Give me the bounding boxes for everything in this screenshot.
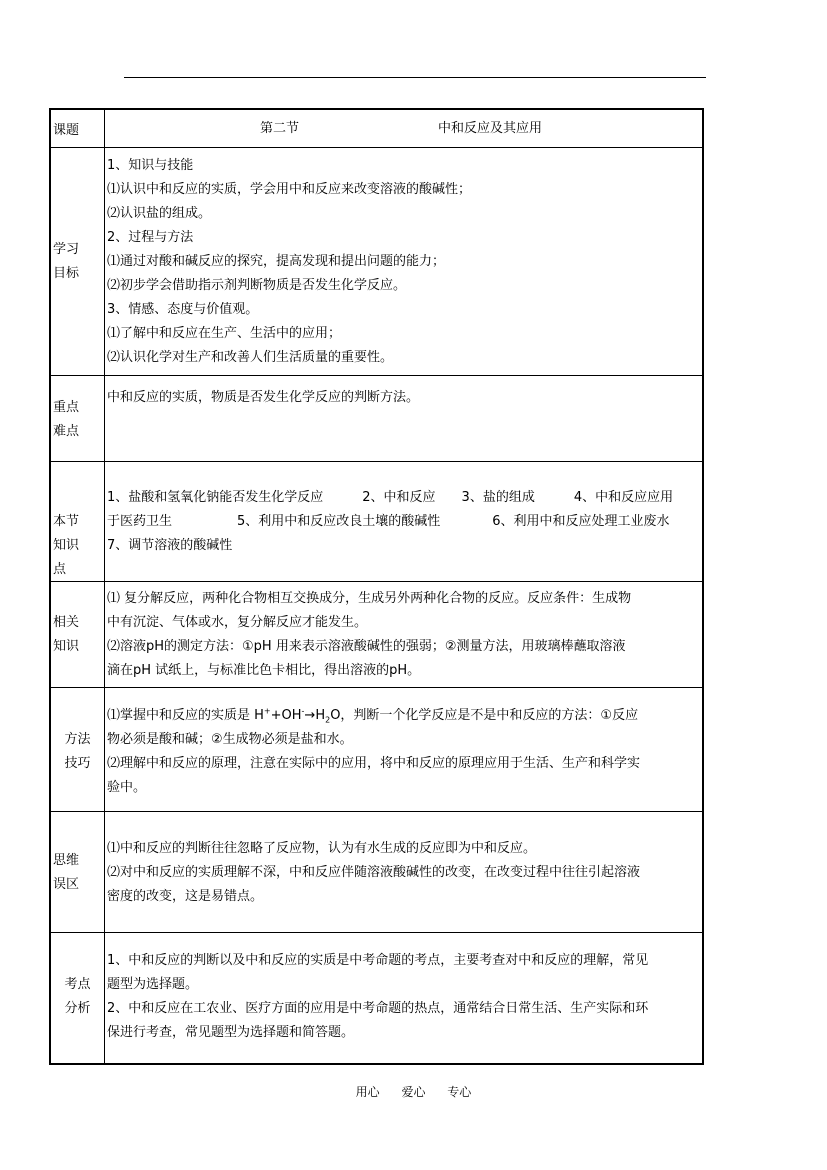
error-line: 密度的改变，这是易错点。 (107, 888, 264, 904)
label-cell-related (50, 581, 105, 687)
goal-line: ⑴认识中和反应的实质，学会用中和反应来改变溶液的酸碱性； (107, 181, 472, 197)
row-label: 本节 (53, 513, 80, 529)
goal-line: ⑵认识化学对生产和改善人们生活质量的重要性。 (107, 349, 394, 365)
content-cell-methods (105, 687, 704, 811)
content-cell-title (105, 109, 704, 147)
knowledge-line: 于医药卫生 5、利用中和反应改良土壤的酸碱性 6、利用中和反应处理工业废水 (107, 513, 670, 529)
analysis-line: 1、中和反应的判断以及中和反应的实质是中考命题的考点，主要考查对中和反应的理解，常见 (107, 952, 649, 968)
row-label: 目标 (53, 265, 80, 281)
goal-line: ⑵初步学会借助指示剂判断物质是否发生化学反应。 (107, 277, 407, 293)
row-label: 思维 (53, 852, 80, 868)
goal-line: 2、过程与方法 (107, 229, 194, 245)
related-line: ⑴ 复分解反应，两种化合物相互交换成分，生成另外两种化合物的反应。反应条件：生成物 (107, 590, 632, 606)
superscript-plus: + (263, 706, 271, 716)
header-rule (124, 77, 706, 78)
goal-line: ⑴了解中和反应在生产、生活中的应用； (107, 325, 342, 341)
goal-line: ⑵认识盐的组成。 (107, 205, 212, 221)
analysis-line: 题型为选择题。 (107, 976, 199, 992)
row-label: 考点 (64, 976, 91, 992)
label-cell-title (50, 109, 105, 147)
goal-line: 1、知识与技能 (107, 157, 194, 173)
row-label: 分析 (64, 1000, 91, 1016)
method-line: ⑵理解中和反应的原理，注意在实际中的应用，将中和反应的原理应用于生活、生产和科学实 (107, 755, 641, 771)
row-goals (50, 147, 703, 375)
analysis-line: 保进行考查，常见题型为选择题和简答题。 (107, 1024, 355, 1040)
row-label: 重点 (53, 399, 80, 415)
row-knowledge (50, 461, 703, 581)
label-cell-goals (50, 147, 105, 375)
row-analysis (50, 932, 703, 1064)
label-cell-analysis (50, 932, 105, 1064)
knowledge-line: 1、盐酸和氢氧化钠能否发生化学反应 2、中和反应 3、盐的组成 4、中和反应应用 (107, 489, 674, 505)
content-cell-goals (105, 147, 704, 375)
formula-text: ⑴掌握中和反应的实质是 H (107, 707, 264, 723)
goal-line: 3、情感、态度与价值观。 (107, 301, 259, 317)
formula-text: +OH (270, 707, 302, 723)
method-line-formula (107, 704, 638, 728)
label-cell-knowledge (50, 461, 105, 581)
superscript-minus: - (301, 706, 305, 716)
goal-line: ⑴通过对酸和碱反应的探究，提高发现和提出问题的能力； (107, 253, 446, 269)
subscript-two: 2 (325, 715, 331, 725)
content-cell-errors (105, 811, 704, 932)
error-line: ⑵对中和反应的实质理解不深，中和反应伴随溶液酸碱性的改变，在改变过程中往往引起溶液 (107, 864, 641, 880)
analysis-line: 2、中和反应在工农业、医疗方面的应用是中考命题的热点，通常结合日常生活、生产实际和环 (107, 1000, 649, 1016)
section-number: 第二节 (260, 121, 300, 136)
method-line: 验中。 (107, 779, 147, 795)
row-errors (50, 811, 703, 932)
keypoint-line: 中和反应的实质，物质是否发生化学反应的判断方法。 (107, 389, 420, 405)
content-cell-analysis (105, 932, 704, 1064)
error-line: ⑴中和反应的判断往往忽略了反应物，认为有水生成的反应即为中和反应。 (107, 840, 537, 856)
row-label: 知识 (53, 638, 80, 654)
row-label: 相关 (53, 614, 80, 630)
related-line: 中有沉淀、气体或水，复分解反应才能发生。 (107, 614, 368, 630)
content-cell-knowledge (105, 461, 704, 581)
row-label: 学习 (53, 241, 80, 257)
method-line: 物必须是酸和碱；②生成物必须是盐和水。 (107, 731, 353, 747)
label-cell-methods (50, 687, 105, 811)
related-line: ⑵溶液pH的测定方法：①pH 用来表示溶液酸碱性的强弱；②测量方法，用玻璃棒蘸取溶液 (107, 638, 626, 654)
content-cell-related (105, 581, 704, 687)
formula-text: O，判断一个化学反应是不是中和反应的方法：①反应 (330, 707, 639, 723)
content-cell-keypoints (105, 375, 704, 461)
row-label: 课题 (53, 123, 80, 138)
label-cell-keypoints (50, 375, 105, 461)
row-title (50, 109, 703, 147)
related-line: 滴在pH 试纸上，与标准比色卡相比，得出溶液的pH。 (107, 662, 421, 678)
row-related (50, 581, 703, 687)
row-keypoints (50, 375, 703, 461)
knowledge-line: 7、调节溶液的酸碱性 (107, 537, 233, 553)
row-methods (50, 687, 703, 811)
row-label: 技巧 (64, 755, 91, 771)
lesson-name: 中和反应及其应用 (438, 121, 543, 136)
page-footer: 用心 爱心 专心 (355, 1085, 472, 1099)
row-label: 点 (53, 561, 67, 577)
row-label: 方法 (64, 731, 91, 747)
row-label: 误区 (53, 876, 80, 892)
label-cell-errors (50, 811, 105, 932)
lesson-plan-table (49, 108, 704, 1065)
row-label: 知识 (53, 537, 80, 553)
row-label: 难点 (53, 423, 80, 439)
formula-text: →H (304, 707, 326, 723)
